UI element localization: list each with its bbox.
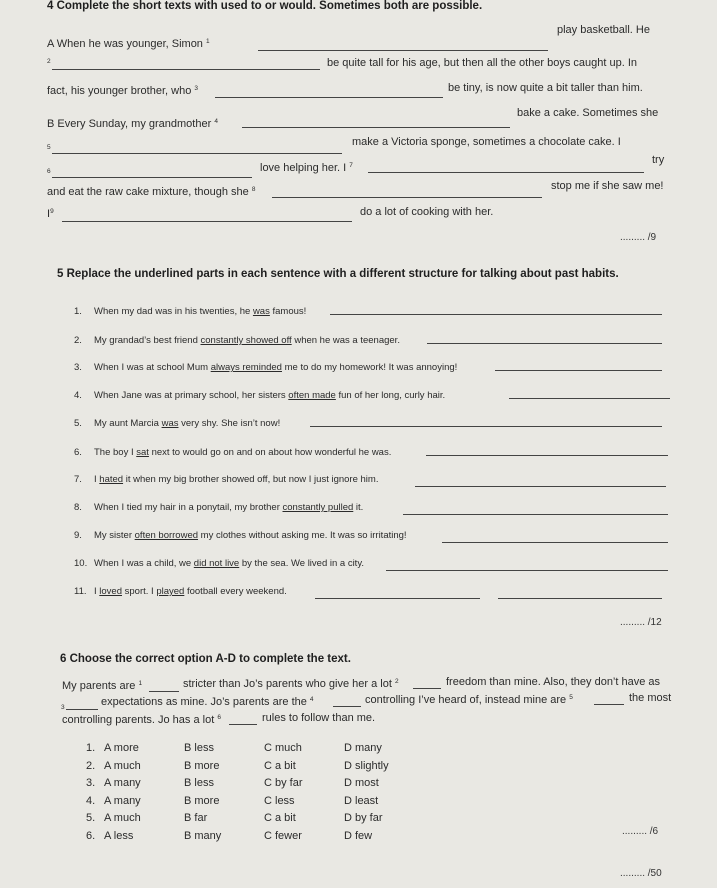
ex6-para-line1b: stricter than Jo’s parents who give her a lot $^2$	[183, 678, 399, 690]
ex5-item-text: when he was a teenager.	[291, 335, 400, 346]
ex6-option-choice[interactable]: C a bit	[264, 759, 296, 772]
ex5-underlined-part: was	[252, 306, 270, 317]
exercise-6-title: 6 Choose the correct option A-D to complete the text.	[60, 653, 351, 665]
total-score: ......... /50	[620, 868, 662, 879]
ex6-option-choice[interactable]: B more	[184, 759, 220, 772]
blank-2[interactable]	[52, 69, 320, 70]
ex5-score: ......... /12	[620, 617, 662, 628]
ex6-option-choice[interactable]: D many	[344, 742, 382, 754]
ex5-item-number: 6.	[74, 447, 82, 458]
ex5-answer-line-11[interactable]	[315, 598, 480, 599]
ex6-option-choice[interactable]: B less	[184, 742, 214, 754]
ex5-item-text: When I tied my hair in a ponytail, my brother	[94, 502, 283, 513]
ex5-item-text: When I was a child, we	[94, 558, 194, 569]
ex6-option-choice[interactable]: A much	[104, 812, 141, 824]
ex5-answer-line-4[interactable]	[509, 398, 670, 399]
ex4-a-line3-end: be tiny, is now quite a bit taller than him.	[448, 82, 643, 94]
ex6-option-choice[interactable]: D least	[344, 794, 379, 807]
ex5-item-number: 8.	[74, 502, 82, 513]
ex5-item-9	[74, 530, 407, 541]
ex6-blank-4[interactable]	[333, 706, 361, 707]
ex4-a-line2: be quite tall for his age, but then all the other boys caught up. In	[327, 57, 638, 69]
ex5-answer-line-8[interactable]	[403, 514, 668, 515]
ex5-item-text: When I was at school Mum	[94, 362, 211, 373]
ex4-a-line1: A When he was younger, Simon $^1$	[47, 38, 210, 50]
ex5-item-text: I	[94, 586, 100, 597]
ex5-item-8	[74, 502, 363, 513]
blank-4[interactable]	[242, 127, 510, 128]
ex6-option-choice[interactable]: C less	[264, 794, 295, 807]
blank-6[interactable]	[52, 177, 252, 178]
ex5-underlined-part: played	[156, 586, 185, 597]
ex5-item-text: it when my big brother showed off, but now I just ignore him.	[123, 474, 379, 485]
ex6-option-choice[interactable]: A many	[104, 777, 141, 789]
ex5-item-text: fun of her long, curly hair.	[335, 390, 446, 401]
ex6-option-number: 2.	[86, 759, 96, 772]
ex5-underlined-part: often borrowed	[134, 530, 199, 541]
ex4-a-line2-num: 2	[47, 58, 51, 65]
ex4-score: ......... /9	[620, 232, 657, 243]
exercise-4-title: 4 Complete the short texts with used to or would. Sometimes both are possible.	[47, 0, 483, 12]
ex5-item-1	[74, 306, 306, 317]
ex4-b-line1-end: bake a cake. Sometimes she	[517, 107, 659, 119]
ex5-underlined-part: constantly pulled	[282, 502, 354, 513]
ex5-item-text: football every weekend.	[184, 586, 287, 597]
ex5-underlined-part: always reminded	[210, 362, 282, 373]
ex6-para-line2: expectations as mine. Jo’s parents are the $^4$	[101, 696, 314, 708]
ex5-underlined-part: constantly showed off	[200, 335, 292, 346]
ex6-option-choice[interactable]: C by far	[264, 777, 303, 789]
ex6-score: ......... /6	[622, 826, 659, 837]
ex6-blank-5[interactable]	[594, 704, 624, 705]
blank-7[interactable]	[368, 172, 644, 173]
ex5-item-text: sport. I	[122, 586, 157, 597]
blank-3[interactable]	[215, 97, 443, 98]
ex4-b-line3: love helping her. I $^7$	[260, 162, 353, 174]
exercise-5-title: 5 Replace the underlined parts in each sentence with a different structure for talking about past habits.	[57, 268, 619, 280]
ex6-blank-1[interactable]	[149, 691, 179, 692]
ex5-item-text: My sister	[94, 530, 135, 541]
ex5-item-text: The boy I	[94, 447, 137, 458]
ex5-item-number: 3.	[74, 362, 82, 373]
ex6-option-number: 4.	[86, 794, 96, 807]
ex5-item-2	[74, 335, 400, 346]
ex5-answer-line-10[interactable]	[386, 570, 668, 571]
ex4-b-line4-end: stop me if she saw me!	[551, 180, 664, 192]
ex6-option-choice[interactable]: B many	[184, 829, 222, 842]
ex6-option-number: 6.	[86, 829, 96, 842]
ex6-option-choice[interactable]: D few	[344, 829, 373, 842]
ex4-b-line1: B Every Sunday, my grandmother $^4$	[47, 118, 218, 130]
ex5-item-number: 1.	[74, 306, 82, 317]
ex4-a-line3: fact, his younger brother, who $^3$	[47, 85, 198, 97]
ex4-b-line2-num: 5	[47, 144, 51, 151]
ex6-para-line3: controlling parents. Jo has a lot $^6$	[62, 714, 221, 726]
ex4-b-line3-end: try	[652, 154, 665, 166]
ex6-para-line3b: rules to follow than me.	[262, 712, 376, 724]
ex6-para-line2-num: 3	[61, 704, 65, 711]
ex5-item-text: me to do my homework! It was annoying!	[281, 362, 458, 373]
ex6-option-choice[interactable]: D most	[344, 777, 379, 789]
ex5-answer-line-5[interactable]	[310, 426, 662, 427]
ex5-item-number: 5.	[74, 418, 82, 429]
ex5-item-4	[74, 390, 445, 401]
ex4-b-line3-num: 6	[47, 168, 51, 175]
ex6-option-choice[interactable]: A many	[104, 794, 141, 807]
ex5-item-number: 10.	[74, 558, 88, 569]
ex4-b-line4: and eat the raw cake mixture, though she $^8$	[47, 186, 256, 198]
ex6-option-choice[interactable]: D slightly	[344, 759, 389, 772]
ex6-option-choice[interactable]: A much	[104, 759, 141, 772]
ex5-answer-line-9[interactable]	[442, 542, 668, 543]
ex5-answer-line-2[interactable]	[427, 343, 662, 344]
ex4-b-line5: $I^9$	[47, 208, 54, 220]
ex6-option-choice[interactable]: C fewer	[264, 829, 302, 842]
ex6-option-choice[interactable]: C much	[264, 742, 302, 754]
ex6-option-choice[interactable]: A less	[104, 829, 134, 842]
ex5-item-text: When Jane was at primary school, her sisters	[94, 390, 289, 401]
ex5-item-10	[74, 558, 364, 569]
ex6-option-choice[interactable]: A more	[104, 742, 139, 754]
ex5-answer-line-1[interactable]	[330, 314, 662, 315]
ex5-underlined-part: hated	[99, 474, 124, 485]
ex6-para-line2b: controlling I’ve heard of, instead mine are $^5$	[365, 694, 573, 706]
ex6-option-choice[interactable]: B more	[184, 794, 220, 807]
ex6-option-number: 3.	[86, 777, 96, 789]
ex5-item-number: 11.	[74, 586, 87, 597]
ex5-item-text: it.	[353, 502, 364, 513]
ex5-item-3	[74, 362, 457, 373]
ex5-underlined-part: often made	[288, 390, 336, 401]
ex6-para-line1c: freedom than mine. Also, they don’t have as	[446, 676, 661, 688]
ex5-item-5	[74, 418, 280, 429]
ex5-item-text: my clothes without asking me. It was so irritating!	[198, 530, 407, 541]
ex5-item-number: 2.	[74, 335, 82, 346]
ex5-item-number: 7.	[74, 474, 82, 485]
blank-9[interactable]	[62, 221, 352, 222]
ex5-item-11	[74, 586, 287, 597]
ex6-option-choice[interactable]: D by far	[344, 812, 383, 824]
ex6-option-number: 5.	[86, 812, 96, 824]
ex6-option-number: 1.	[86, 742, 96, 754]
ex5-item-7	[74, 474, 378, 485]
ex5-item-number: 4.	[74, 390, 82, 401]
ex5-item-text: very shy. She isn’t now!	[178, 418, 281, 429]
ex5-item-text: I	[94, 474, 100, 485]
ex6-blank-2[interactable]	[413, 688, 441, 689]
ex6-option-choice[interactable]: B less	[184, 777, 214, 789]
ex5-answer-line-7[interactable]	[415, 486, 666, 487]
ex6-para-line1: My parents are $^1$	[62, 680, 143, 692]
ex5-answer-line-11b[interactable]	[498, 598, 662, 599]
ex6-para-line2c: the most	[629, 692, 672, 704]
ex4-b-line2: make a Victoria sponge, sometimes a chocolate cake. I	[352, 136, 621, 148]
ex4-a-line1-end: play basketball. He	[557, 24, 650, 36]
ex6-option-choice[interactable]: C a bit	[264, 812, 296, 824]
ex4-b-line5-end: do a lot of cooking with her.	[360, 206, 494, 218]
ex5-item-text: When my dad was in his twenties, he	[94, 306, 253, 317]
ex5-item-6	[74, 447, 391, 458]
ex5-underlined-part: loved	[99, 586, 122, 597]
ex5-item-text: by the sea. We lived in a city.	[239, 558, 365, 569]
ex5-item-text: next to would go on and on about how wonderful he was.	[148, 447, 392, 458]
ex5-answer-line-3[interactable]	[495, 370, 662, 371]
ex5-item-text: My aunt Marcia	[94, 418, 162, 429]
ex5-underlined-part: did not live	[193, 558, 240, 569]
ex5-item-text: My grandad’s best friend	[94, 335, 201, 346]
ex5-item-number: 9.	[74, 530, 82, 541]
blank-1[interactable]	[258, 50, 548, 51]
ex6-blank-6[interactable]	[229, 724, 257, 725]
ex5-underlined-part: was	[161, 418, 179, 429]
ex5-underlined-part: sat	[136, 447, 149, 458]
ex5-item-text: famous!	[269, 306, 307, 317]
blank-8[interactable]	[272, 197, 542, 198]
blank-5[interactable]	[52, 153, 342, 154]
ex6-blank-3[interactable]	[66, 709, 98, 710]
ex5-answer-line-6[interactable]	[426, 455, 668, 456]
ex6-option-choice[interactable]: B far	[184, 812, 208, 824]
